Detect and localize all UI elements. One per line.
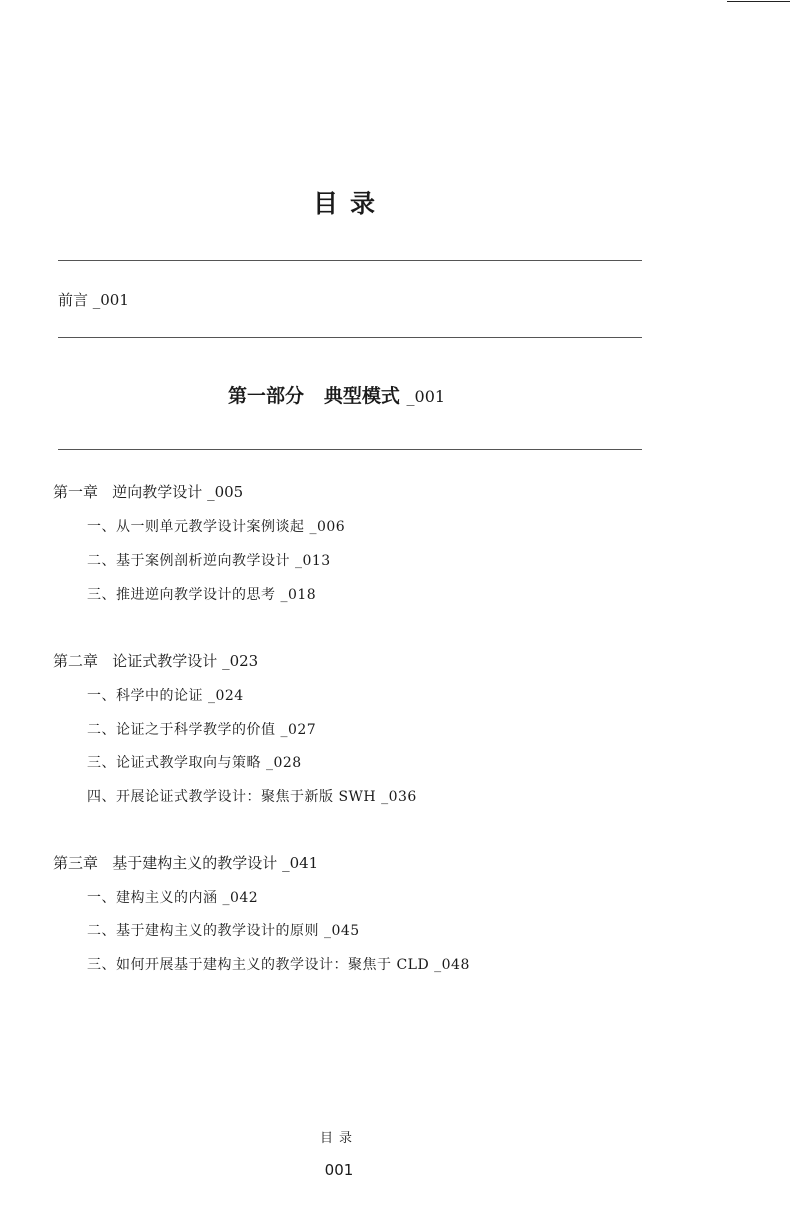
section-entry[interactable]: 三、论证式教学取向与策略 _028 bbox=[87, 755, 302, 771]
footer-label: 目录 bbox=[319, 1131, 358, 1146]
toc-entry-preface[interactable]: 前言 _001 bbox=[58, 291, 129, 309]
section-entry[interactable]: 二、基于建构主义的教学设计的原则 _045 bbox=[87, 923, 360, 939]
chapter-title[interactable]: 第三章 基于建构主义的教学设计 _041 bbox=[53, 854, 319, 872]
section-entry[interactable]: 一、从一则单元教学设计案例谈起 _006 bbox=[87, 519, 346, 535]
section-entry[interactable]: 一、建构主义的内涵 _042 bbox=[87, 890, 259, 906]
divider bbox=[58, 260, 642, 261]
page-title: 目录 bbox=[312, 189, 387, 218]
section-entry[interactable]: 三、如何开展基于建构主义的教学设计：聚焦于 CLD _048 bbox=[87, 957, 470, 973]
part-name: 典型模式 bbox=[323, 385, 400, 407]
page-number: 001 bbox=[324, 1161, 354, 1179]
section-entry[interactable]: 二、基于案例剖析逆向教学设计 _013 bbox=[87, 553, 331, 569]
chapter-title[interactable]: 第一章 逆向教学设计 _005 bbox=[53, 483, 244, 501]
chapter-title[interactable]: 第二章 论证式教学设计 _023 bbox=[53, 652, 259, 670]
part-page: _001 bbox=[406, 387, 446, 406]
scan-mark bbox=[727, 1, 790, 2]
divider bbox=[58, 449, 642, 450]
part-label: 第一部分 bbox=[228, 385, 305, 407]
section-entry[interactable]: 一、科学中的论证 _024 bbox=[87, 688, 244, 704]
section-entry[interactable]: 四、开展论证式教学设计：聚焦于新版 SWH _036 bbox=[87, 789, 417, 805]
divider bbox=[58, 337, 642, 338]
section-entry[interactable]: 二、论证之于科学教学的价值 _027 bbox=[87, 722, 317, 738]
section-entry[interactable]: 三、推进逆向教学设计的思考 _018 bbox=[87, 587, 317, 603]
part-heading[interactable] bbox=[228, 381, 445, 408]
